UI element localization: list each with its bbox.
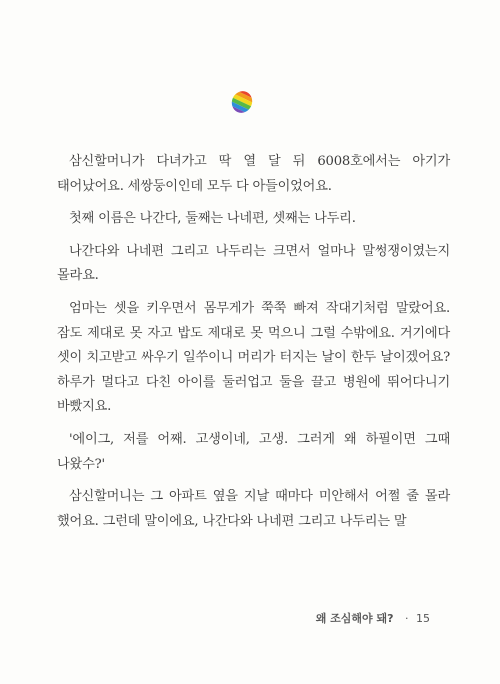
rainbow-egg-icon: [230, 90, 254, 114]
book-title: 왜 조심해야 돼?: [315, 612, 394, 625]
separator-dot: ·: [405, 612, 409, 625]
paragraph: '에이그, 저를 어째. 고생이네, 고생. 그러게 왜 하필이면 그때 나왔수?': [57, 431, 450, 472]
body-text: [57, 150, 450, 542]
paragraph: 삼신할머니는 그 아파트 옆을 지날 때마다 미안해서 어쩔 줄 몰라 했어요. 그런데 말이에요, 나간다와 나네편 그리고 나두리는 말: [57, 489, 450, 529]
paragraph: 첫째 이름은 나간다, 둘째는 나네편, 셋째는 나두리.: [69, 211, 356, 227]
paragraph: 엄마는 셋을 키우면서 몸무게가 쭉쭉 빠져 작대기처럼 말랐어요. 잠도 제대로 못 자고 밥도 제대로 못 먹으니 그럴 수밖에요. 거기에다 셋이 치고받고 싸우기 일쑤이니 머리가 터지는 날이 한두 날이겠어요? 하루가 멀다고 다친 아이를 둘러업고 둘을 끌고 병원에 뛰어다니기 바빴지요.: [57, 300, 450, 415]
page-footer: [316, 610, 430, 626]
page-number: 15: [416, 612, 430, 625]
paragraph: 나간다와 나네편 그리고 나두리는 크면서 얼마나 말썽쟁이였는지 몰라요.: [57, 243, 450, 284]
paragraph: 삼신할머니가 다녀가고 딱 열 달 뒤 6008호에서는 아기가 태어났어요. 세쌍둥이인데 모두 다 아들이었어요.: [57, 154, 450, 194]
